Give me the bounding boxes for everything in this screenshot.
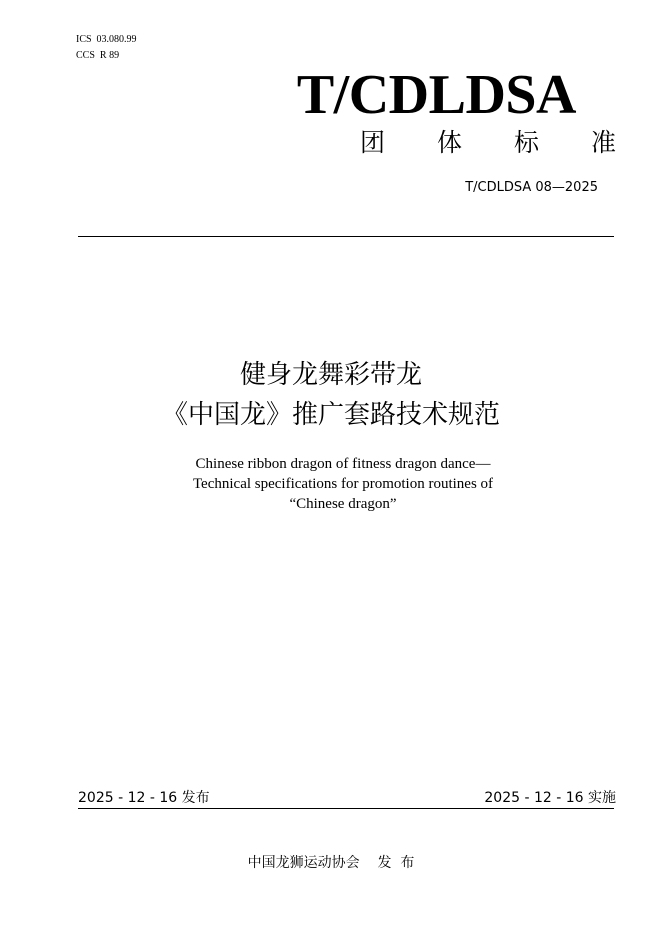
english-title-line-1: Chinese ribbon dragon of fitness dragon dance— — [195, 456, 491, 472]
classification-codes — [76, 32, 137, 64]
standard-type-char: 准 — [590, 128, 616, 157]
english-title — [100, 454, 586, 514]
english-title-line-2: Technical specifications for promotion routines of — [192, 476, 494, 492]
ics-code: ICS 03.080.99 — [76, 34, 137, 45]
standard-code-logo: T/CDLDSA — [296, 64, 576, 126]
bottom-divider — [78, 808, 614, 809]
publisher: 中国龙狮运动协会 发 布 — [247, 855, 415, 871]
standard-number: T/CDLDSA 08—2025 — [465, 180, 598, 195]
english-title-line-3: “Chinese dragon” — [289, 496, 397, 512]
chinese-title-line-2: 《中国龙》推广套路技术规范 — [161, 400, 500, 430]
issue-date: 2025 - 12 - 16 发布 — [78, 790, 210, 806]
standard-type-char: 体 — [436, 128, 462, 157]
chinese-title-line-1: 健身龙舞彩带龙 — [239, 360, 422, 390]
standard-type-char: 标 — [513, 128, 539, 157]
standard-type-char: 团 — [360, 128, 386, 157]
standard-type — [360, 126, 616, 160]
implementation-date: 2025 - 12 - 16 实施 — [484, 790, 616, 806]
top-divider — [78, 236, 614, 237]
ccs-code: CCS R 89 — [76, 50, 120, 61]
